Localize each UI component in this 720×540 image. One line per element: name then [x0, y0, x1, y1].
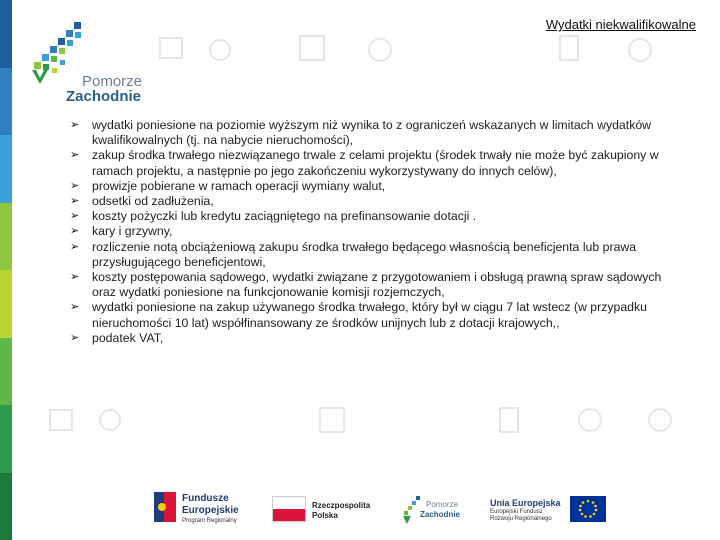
- strip-segment: [0, 270, 12, 338]
- strip-segment: [0, 338, 12, 406]
- logo-text-pomorze: Pomorze: [82, 73, 143, 90]
- arrow-bullet-icon: ➢: [70, 301, 80, 314]
- bg-building-icon-2: [320, 408, 344, 432]
- ineligible-expenses-list: [70, 118, 680, 346]
- logo-text-zachodnie: Zachodnie: [66, 88, 142, 105]
- arrow-bullet-icon: ➢: [70, 225, 80, 238]
- arrow-bullet-icon: ➢: [70, 240, 80, 253]
- strip-segment: [0, 203, 12, 271]
- strip-segment: [0, 405, 12, 473]
- strip-segment: [0, 0, 12, 68]
- pz-footer-text-2: Zachodnie: [420, 510, 461, 519]
- ue-text-2: Europejski Fundusz: [490, 509, 543, 515]
- left-color-strip: [0, 0, 12, 540]
- list-item-text: wydatki poniesione na zakup używanego środka trwałego, który był w ciągu 7 lat wstecz (w przypadku nieruchomości 10 lat) współfinansowany ze środków unijnych lub z dotacji krajowych,,: [92, 300, 648, 330]
- arrow-bullet-icon: ➢: [70, 179, 80, 192]
- bg-hand-icon-2: [500, 408, 518, 432]
- bg-leaf-icon: [210, 40, 230, 60]
- strip-segment: [0, 473, 12, 540]
- bg-plane-icon: [629, 39, 651, 61]
- rp-text-1: Rzeczpospolita: [312, 501, 371, 510]
- content-area: [70, 118, 680, 346]
- arrow-bullet-icon: ➢: [70, 331, 80, 344]
- list-item-text: podatek VAT,: [92, 330, 164, 345]
- slide-title: Wydatki niekwalifikowalne: [545, 17, 696, 32]
- arrow-bullet-icon: ➢: [70, 271, 80, 284]
- list-item-text: kary i grzywny,: [92, 224, 173, 239]
- list-item: [70, 240, 680, 270]
- arrow-bullet-icon: ➢: [70, 195, 80, 208]
- ue-text-3: Rozwoju Regionalnego: [490, 516, 552, 522]
- arrow-bullet-icon: ➢: [70, 119, 80, 131]
- eu-flag-icon: [570, 496, 606, 522]
- list-item: [70, 270, 680, 300]
- polish-flag-icon: [272, 496, 306, 522]
- strip-segment: [0, 135, 12, 203]
- bg-hand-icon: [560, 36, 578, 60]
- pz-footer-text-1: Pomorze: [426, 500, 459, 509]
- list-item: [70, 118, 680, 148]
- bg-building-icon: [300, 36, 324, 60]
- rp-text-2: Polska: [312, 511, 338, 520]
- list-item: [70, 331, 680, 346]
- list-item-text: rozliczenie notą obciążeniową zakupu środka trwałego będącego własnością beneficjenta lub prawa przysługującego beneficjentowi,: [92, 239, 637, 269]
- bg-leaf-icon-2: [100, 410, 120, 430]
- list-item-text: wydatki poniesione na poziomie wyższym niż wynika to z ograniczeń wskazanych w limitach wydatków kwalifikowalnych (tj. na nabycie nieruchomości),: [92, 118, 652, 148]
- fe-text-1: Fundusze: [182, 493, 229, 504]
- list-item: [70, 209, 680, 224]
- strip-segment: [0, 68, 12, 136]
- ue-text-1: Unia Europejska: [490, 498, 561, 508]
- fundusze-europejskie-logo: [150, 488, 250, 532]
- list-item-text: koszty postępowania sądowego, wydatki związane z przygotowaniem i obsługą prawną spraw sądowych oraz wydatki poniesione na funkcjonowanie komisji rozjemczych,: [92, 270, 662, 300]
- list-item-text: zakup środka trwałego niezwiązanego trwale z celami projektu (środek trwały nie może być zakupiony w ramach projektu, a następnie po jego zakończeniu wykorzystywany do innych celów),: [92, 148, 659, 178]
- arrow-bullet-icon: ➢: [70, 210, 80, 223]
- footer-logos: [150, 488, 620, 532]
- list-item: [70, 179, 680, 194]
- bg-chart-icon-2: [50, 410, 72, 430]
- fe-text-2: Europejskie: [182, 505, 239, 516]
- list-item: [70, 148, 680, 178]
- list-item-text: odsetki od zadłużenia,: [92, 194, 214, 209]
- bg-chart-icon: [160, 38, 182, 58]
- bg-book-icon: [369, 39, 391, 61]
- list-item: [70, 300, 680, 330]
- logo-mosaic-icon: [32, 22, 81, 84]
- fe-text-3: Program Regionalny: [182, 518, 237, 524]
- list-item: [70, 224, 680, 239]
- list-item-text: koszty pożyczki lub kredytu zaciągniętego na prefinansowanie dotacji .: [92, 209, 477, 224]
- list-item-text: prowizje pobierane w ramach operacji wymiany walut,: [92, 178, 386, 193]
- bg-flower-icon: [649, 409, 671, 431]
- list-item: [70, 194, 680, 209]
- arrow-bullet-icon: ➢: [70, 149, 80, 162]
- fe-star-icon: [154, 492, 176, 522]
- bg-plane-icon-2: [579, 409, 601, 431]
